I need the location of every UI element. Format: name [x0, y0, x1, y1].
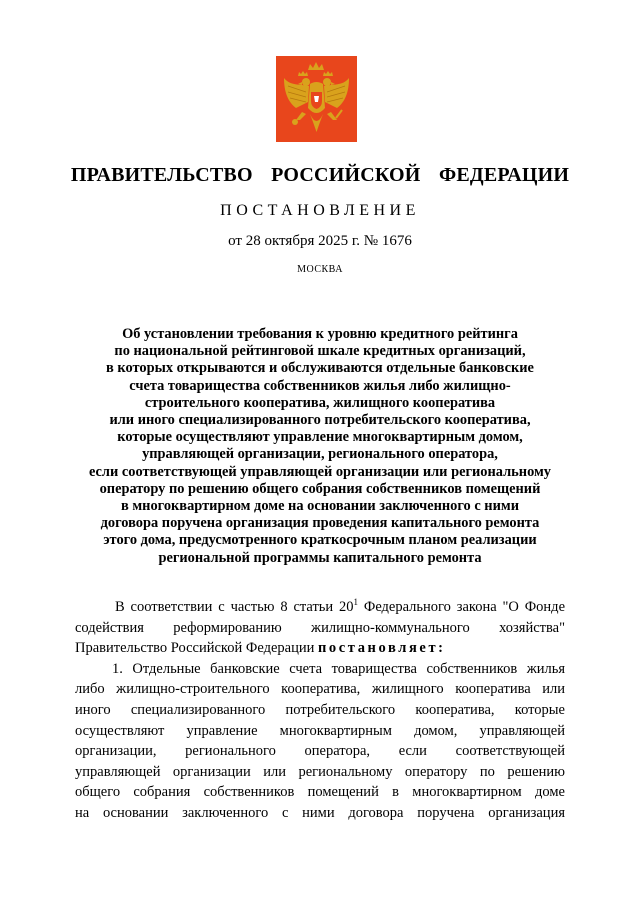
subject-line: управляющей организации, регионального оператора,	[142, 446, 498, 463]
preamble-line: Правительство Российской Федерации постановляет:	[75, 640, 446, 657]
document-subject	[60, 326, 580, 567]
government-title: ПРАВИТЕЛЬСТВО РОССИЙСКОЙ ФЕДЕРАЦИИ	[70, 164, 570, 186]
subject-line: в которых открываются и обслуживаются отдельные банковские	[106, 360, 534, 377]
preamble-line: В соответствии с частью 8 статьи $20^1$ Федерального закона "О Фонде	[115, 597, 565, 615]
article-superscript: 1	[353, 597, 359, 607]
subject-line: договора поручена организация проведения капитального ремонта	[100, 515, 540, 532]
russian-coat-of-arms-icon	[276, 56, 357, 142]
document-date-number: от 28 октября 2025 г. № 1676	[228, 233, 412, 249]
paragraph-line: осуществляют управление многоквартирным домом, управляющей	[75, 722, 565, 739]
subject-line: Об установлении требования к уровню кредитного рейтинга	[122, 326, 518, 342]
document-body	[75, 597, 565, 824]
subject-line: которые осуществляют управление многоквартирным домом,	[117, 429, 523, 446]
paragraph-line: общего собрания собственников помещений в многоквартирном доме	[75, 784, 565, 801]
subject-line: по национальной рейтинговой шкале кредитных организаций,	[114, 343, 526, 360]
subject-line: строительного кооператива, жилищного кооператива	[144, 394, 496, 411]
paragraph-line: управляющей организации или региональному оператору по решению	[75, 763, 565, 780]
subject-line: если соответствующей управляющей организации или региональному	[88, 463, 551, 480]
paragraph-line: либо жилищно-строительного кооператива, жилищного кооператива или	[75, 681, 565, 698]
paragraph-line: 1. Отдельные банковские счета товарищества собственников жилья	[112, 660, 565, 677]
subject-line: или иного специализированного потребительского кооператива,	[109, 412, 531, 429]
resolves-word: постановляет:	[317, 640, 446, 657]
subject-line: в многоквартирном доме на основании заключенного с ними	[120, 498, 519, 515]
document-type: ПОСТАНОВЛЕНИЕ	[220, 202, 420, 219]
document-city: МОСКВА	[297, 264, 343, 275]
subject-line: региональной программы капитального ремонта	[158, 549, 482, 566]
subject-line: этого дома, предусмотренного краткосрочным планом реализации	[103, 532, 537, 549]
paragraph-line: иного специализированного потребительского кооператива, которые	[75, 701, 565, 718]
paragraph-line: организации, регионального оператора, если соответствующей	[75, 743, 565, 760]
preamble-line: содействия реформированию жилищно-коммунального хозяйства"	[75, 619, 565, 636]
paragraph-line: на основании заключенного с ними договора поручена организация	[75, 804, 565, 821]
subject-line: оператору по решению общего собрания собственников помещений	[99, 480, 541, 497]
subject-line: счета товарищества собственников жилья либо жилищно-	[129, 377, 511, 394]
